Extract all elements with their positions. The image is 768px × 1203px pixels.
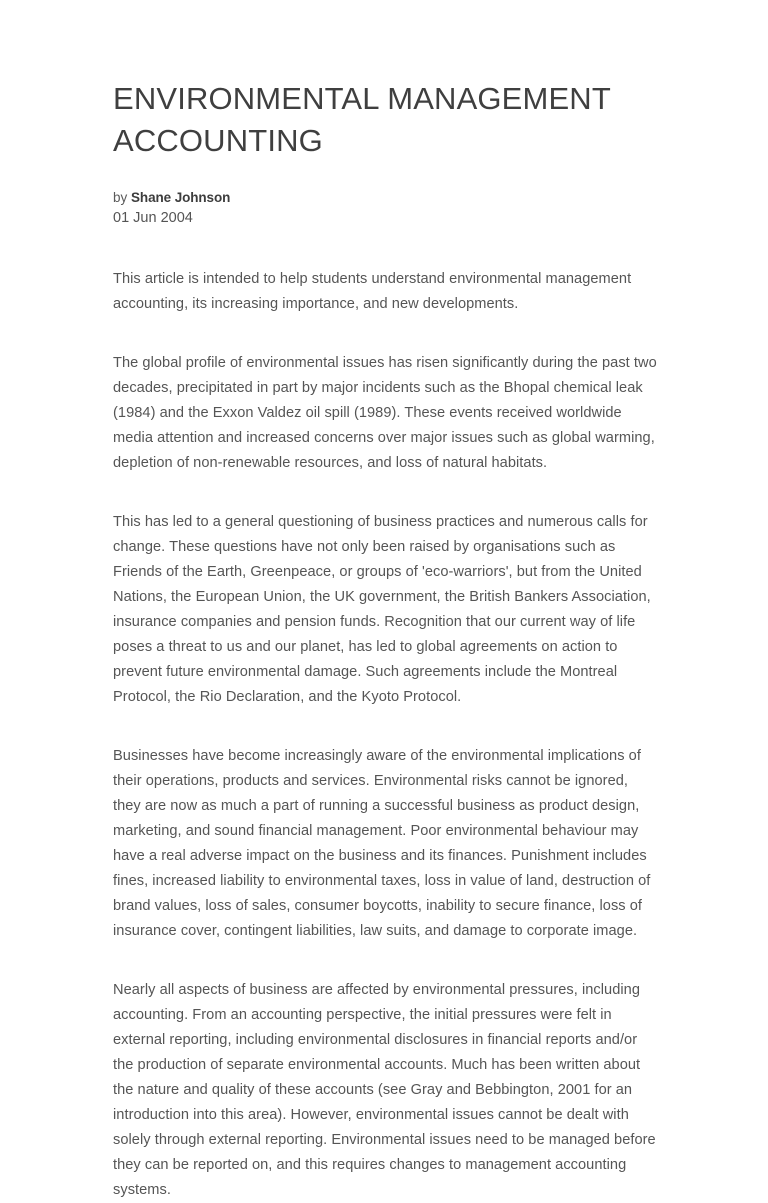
article-content [113, 78, 658, 1203]
body-paragraph: Nearly all aspects of business are affected by environmental pressures, including accounting. From an accounting perspective, the initial pressures were felt in external reporting, including environmental disclosures in financial reports and/or the production of separate environmental accounts. Much has been written about the nature and quality of these accounts (see Gray and Bebbington, 2001 for an introduction into this area). However, environmental issues cannot be dealt with solely through external reporting. Environmental issues need to be managed before they can be reported on, and this requires changes to management accounting systems. [113, 982, 656, 1198]
body-paragraph: Businesses have become increasingly aware of the environmental implications of their operations, products and services. Environmental risks cannot be ignored, they are now as much a part of running a successful business as product design, marketing, and sound financial management. Poor environmental behaviour may have a real adverse impact on the business and its finances. Punishment includes fines, increased liability to environmental taxes, loss in value of land, destruction of brand values, loss of sales, consumer boycotts, inability to secure finance, loss of insurance cover, contingent liabilities, law suits, and damage to corporate image. [113, 748, 651, 939]
author-name: Shane Johnson [131, 190, 231, 205]
article-body [113, 267, 658, 1203]
byline-prefix: by [113, 190, 128, 205]
body-paragraph: The global profile of environmental issues has risen significantly during the past two decades, precipitated in part by major incidents such as the Bhopal chemical leak (1984) and the Exxon Valdez oil spill (1989). These events received worldwide media attention and increased concerns over major issues such as global warming, depletion of non-renewable resources, and loss of natural habitats. [113, 355, 657, 471]
body-paragraph: This has led to a general questioning of business practices and numerous calls for change. These questions have not only been raised by organisations such as Friends of the Earth, Greenpeace, or groups of 'eco-warriors', but from the United Nations, the European Union, the UK government, the British Bankers Association, insurance companies and pension funds. Recognition that our current way of life poses a threat to us and our planet, has led to global agreements on action to prevent future environmental damage. Such agreements include the Montreal Protocol, the Rio Declaration, and the Kyoto Protocol. [113, 514, 651, 705]
page-title: ENVIRONMENTAL MANAGEMENT ACCOUNTING [113, 81, 611, 158]
byline [113, 188, 658, 207]
body-paragraph: This article is intended to help students understand environmental management accounting, its increasing importance, and new developments. [113, 271, 632, 312]
publication-date: 01 Jun 2004 [113, 210, 193, 226]
